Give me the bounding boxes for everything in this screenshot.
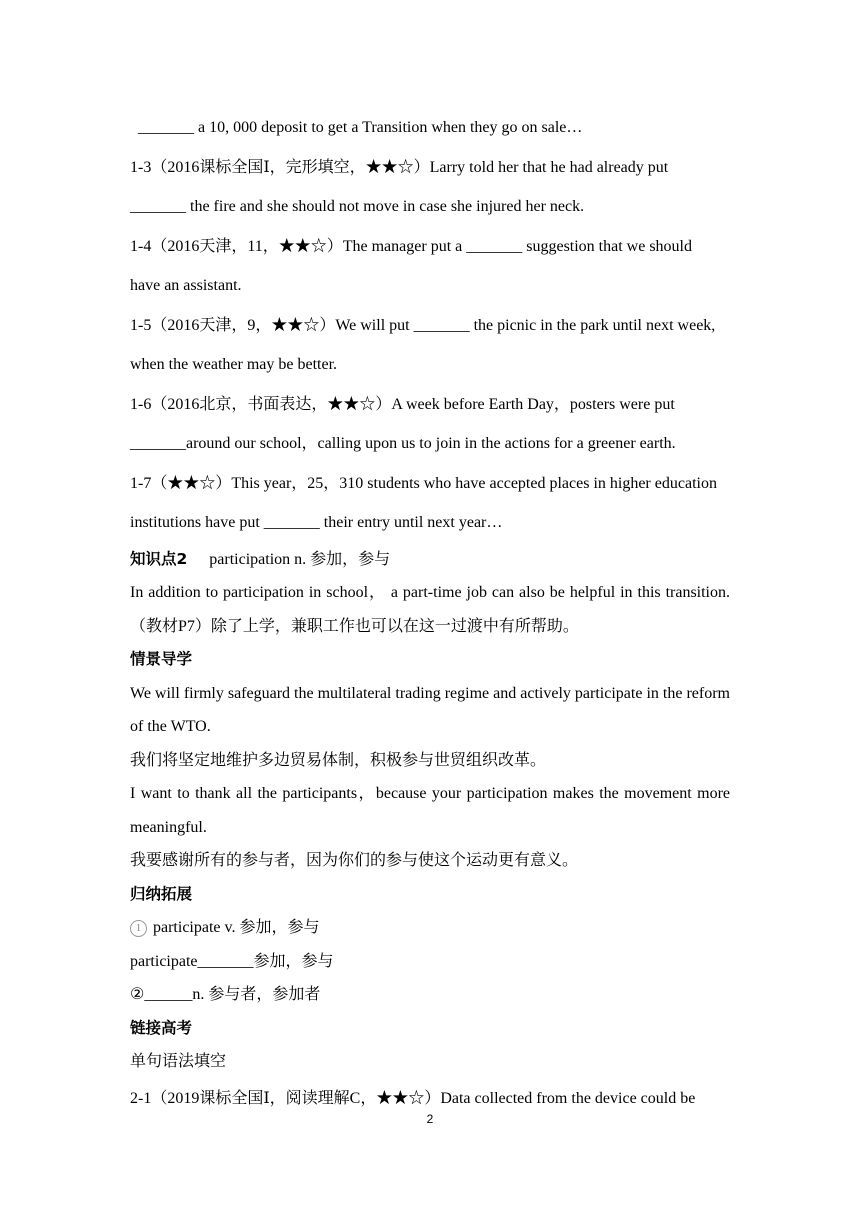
exercise-1-7-line-1: 1-7（★★☆）This year，25，310 students who have accepted places in higher education xyxy=(130,474,717,492)
knowledge-point-term: participation n. 参加，参与 xyxy=(209,550,391,568)
exercise-2-1-line-1: 2-1（2019课标全国Ⅰ，阅读理解C，★★☆）Data collected from the device could be xyxy=(130,1089,696,1107)
section-heading-situation: 情景导学 xyxy=(130,650,193,668)
example-sentence-zh: 我要感谢所有的参与者，因为你们的参与使这个运动更有意义。 xyxy=(130,852,579,869)
exercise-1-4-line-2: have an assistant. xyxy=(130,277,242,294)
textbook-example: In addition to participation in school， a part-time job can also be helpful in this transition. （教材P7）除了上学，兼职工作也可以在这一过渡中有所帮助。 xyxy=(130,584,730,635)
knowledge-point-2 xyxy=(130,543,730,577)
exercise-1-3-line-2: _______ the fire and she should not move in case she injured her neck. xyxy=(130,198,585,215)
subheading-grammar-fill: 单句语法填空 xyxy=(130,1053,227,1070)
knowledge-point-label: 知识点2 xyxy=(130,549,188,568)
exercise-line: _______ a 10, 000 deposit to get a Transition when they go on sale… xyxy=(138,119,583,136)
page-number: 2 xyxy=(426,1112,434,1126)
exercise-1-4-line-1: 1-4（2016天津，11，★★☆）The manager put a _______ suggestion that we should xyxy=(130,237,693,255)
exercise-1-5-line-2: when the weather may be better. xyxy=(130,356,338,373)
summary-item xyxy=(130,911,730,945)
section-heading-link: 链接高考 xyxy=(130,1018,193,1037)
exercise-1-3-line-1: 1-3（2016课标全国Ⅰ，完形填空，★★☆）Larry told her that he had already put xyxy=(130,158,669,176)
page-content xyxy=(130,108,730,1118)
example-sentence-zh: 我们将坚定地维护多边贸易体制，积极参与世贸组织改革。 xyxy=(130,751,547,769)
summary-item: participate_______参加，参与 xyxy=(130,952,334,970)
exercise-1-7-line-2: institutions have put _______ their entry until next year… xyxy=(130,514,503,531)
example-sentence-en: We will firmly safeguard the multilateral trading regime and actively participate in the reform of the WTO. xyxy=(130,684,730,735)
exercise-1-6-line-1: 1-6（2016北京，书面表达，★★☆）A week before Earth Day，posters were put xyxy=(130,395,675,413)
summary-item: ②______n. 参与者，参加者 xyxy=(130,986,321,1003)
example-sentence-en: I want to thank all the participants，because your participation makes the movement more meaningful. xyxy=(130,785,730,836)
exercise-1-5-line-1: 1-5（2016天津，9，★★☆）We will put _______ the picnic in the park until next week, xyxy=(130,316,716,334)
section-heading-summary: 归纳拓展 xyxy=(130,884,193,903)
summary-item-text: participate v. 参加，参与 xyxy=(153,919,320,936)
exercise-1-6-line-2: _______around our school，calling upon us to join in the actions for a greener earth. xyxy=(130,435,676,452)
circled-number-marker: 1 xyxy=(130,920,147,937)
